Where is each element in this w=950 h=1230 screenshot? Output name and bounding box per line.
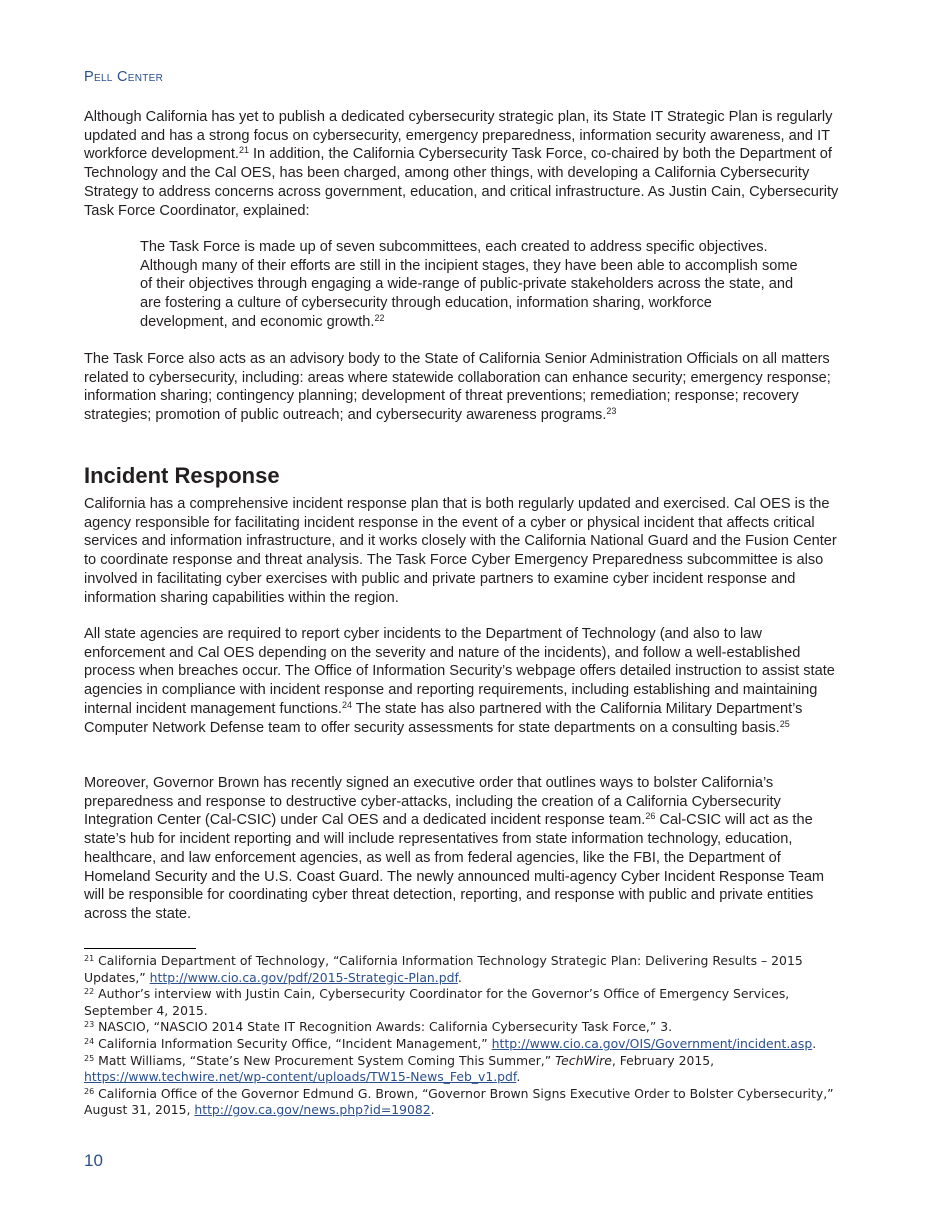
paragraph-text: Although California has yet to publish a dedicated cybersecurity strategic plan, its State IT Strategic Plan is regularly updated and has a strong focus on cybersecurity, emergency preparedness, information security awareness, and IT workforce development. <box>84 109 833 163</box>
footnote-link[interactable]: http://www.cio.ca.gov/pdf/2015-Strategic-Plan.pdf <box>149 969 458 985</box>
footnote-text: , February 2015, <box>611 1052 715 1068</box>
footnote-text: NASCIO, “NASCIO 2014 State IT Recognition Awards: California Cybersecurity Task Force,” 3. <box>94 1019 673 1035</box>
footnote-24 <box>84 1036 844 1053</box>
quote-text: The Task Force is made up of seven subcommittees, each created to address specific objectives. Although many of their efforts are still in the incipient stages, they have been able to accomplish some of their objectives through engaging a wide-range of public-private stakeholders across the state, and are fostering a culture of cybersecurity through education, information sharing, workforce development, and economic growth. <box>140 239 798 330</box>
paragraph-task-force <box>84 350 844 425</box>
paragraph-text: The state has also partnered with the California Military Department’s Computer Network Defense team to offer security assessments for state departments on a consulting basis. <box>84 700 803 736</box>
block-quote <box>140 238 800 332</box>
footnote-26 <box>84 1086 844 1119</box>
running-header: Pell Center <box>84 69 164 85</box>
footnote-link[interactable]: https://www.techwire.net/wp-content/uploads/TW15-News_Feb_v1.pdf <box>84 1069 517 1085</box>
paragraph-incident-plan <box>84 495 844 607</box>
footnote-ref[interactable]: 21 <box>238 145 249 156</box>
footnote-number: 23 <box>84 1020 95 1030</box>
footnote-ref[interactable]: 23 <box>606 406 617 417</box>
footnote-23 <box>84 1019 844 1036</box>
footnotes <box>84 953 844 1119</box>
footnote-ref[interactable]: 25 <box>779 718 790 729</box>
footnote-number: 21 <box>84 954 95 963</box>
footnote-text: California Office of the Governor Edmund G. Brown, “Governor Brown Signs Executive Order to Bolster Cybersecurity,” August 31, 2015, <box>84 1085 834 1118</box>
paragraph-text: Cal-CSIC will act as the state’s hub for incident reporting and will include representatives from state information technology, education, healthcare, and law enforcement agencies, as well as from federal agencies, like the FBI, the Department of Homeland Security and the U.S. Coast Guard. The newly announced multi-agency Cyber Incident Response Team will be responsible for coordinating cyber threat detection, reporting, and response with public and private entities across the state. <box>84 812 825 922</box>
footnote-divider <box>84 948 196 949</box>
footnote-ref[interactable]: 24 <box>341 699 352 710</box>
footnote-text: Matt Williams, “State’s New Procurement System Coming This Summer,” <box>94 1052 556 1068</box>
page-number: 10 <box>84 1151 103 1170</box>
paragraph-executive-order <box>84 774 844 924</box>
footnote-number: 25 <box>84 1053 95 1063</box>
paragraph-reporting <box>84 625 844 737</box>
footnote-tail: . <box>516 1069 521 1085</box>
footnote-25 <box>84 1053 844 1086</box>
footnote-number: 26 <box>84 1086 95 1096</box>
paragraph-text: All state agencies are required to report cyber incidents to the Department of Technology (and also to law enforcement and Cal OES depending on the severity and nature of the incidents), and follow a well-established process when breaches occur. The Office of Information Security’s webpage offers detailed instruction to assist state agencies in compliance with incident response and reporting requirements, including establishing and maintaining internal incident management functions. <box>84 626 835 717</box>
footnote-text: California Information Security Office, “Incident Management,” <box>94 1035 492 1051</box>
footnote-text: California Department of Technology, “California Information Technology Strategic Plan: Delivering Results – 2015 Updates,” <box>84 953 803 985</box>
footnote-text: Author’s interview with Justin Cain, Cybersecurity Coordinator for the Governor’s Office of Emergency Services, September 4, 2015. <box>84 986 790 1018</box>
footnote-link[interactable]: http://www.cio.ca.gov/OIS/Government/incident.asp <box>491 1035 813 1051</box>
footnote-number: 24 <box>84 1036 95 1046</box>
footnote-tail: . <box>457 969 462 985</box>
footnote-22 <box>84 986 844 1019</box>
footnote-21 <box>84 953 844 986</box>
section-heading: Incident Response <box>84 463 280 488</box>
paragraph-text: The Task Force also acts as an advisory body to the State of California Senior Administration Officials on all matters related to cybersecurity, including: areas where statewide collaboration can enhance security; emergency response; information sharing; contingency planning; development of threat preventions; remediation; response; recovery strategies; promotion of public outreach; and cybersecurity awareness programs. <box>84 351 831 424</box>
paragraph-text: In addition, the California Cybersecurity Task Force, co-chaired by both the Department of Technology and the Cal OES, has been charged, among other things, with developing a California Cybersecurity Strategy to address concerns across government, education, and critical infrastructure. As Justin Cain, Cybersecurity Task Force Coordinator, explained: <box>84 146 839 219</box>
paragraph-strategic-plan <box>84 108 844 220</box>
paragraph-text: Moreover, Governor Brown has recently signed an executive order that outlines ways to bolster California’s preparedness and response to destructive cyber-attacks, including the creation of a California Cybersecurity Integration Center (Cal-CSIC) under Cal OES and a dedicated incident response team. <box>84 775 781 829</box>
footnote-tail: . <box>812 1035 817 1051</box>
footnote-ref[interactable]: 26 <box>645 811 656 822</box>
publication-title: TechWire <box>555 1052 612 1068</box>
footnote-number: 22 <box>84 987 95 997</box>
footnote-link[interactable]: http://gov.ca.gov/news.php?id=19082 <box>194 1102 431 1118</box>
footnote-tail: . <box>430 1102 435 1118</box>
footnote-ref[interactable]: 22 <box>374 312 385 323</box>
paragraph-text: California has a comprehensive incident response plan that is both regularly updated and exercised. Cal OES is the agency responsible for facilitating incident response in the event of a cyber or physical incident that affects critical services and information infrastructure, and it works closely with the California National Guard and the Fusion Center to coordinate response and threat analysis. The Task Force Cyber Emergency Preparedness subcommittee is also involved in facilitating cyber exercises with public and private partners to examine cyber incident response and information sharing capabilities within the region. <box>84 496 837 606</box>
